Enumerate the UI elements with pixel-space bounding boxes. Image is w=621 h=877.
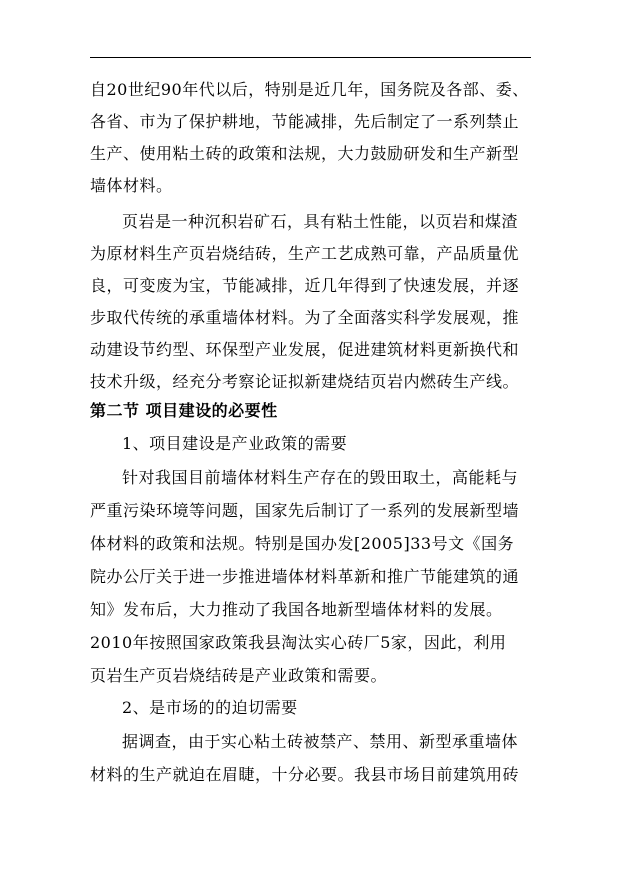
section-heading: 第二节 项目建设的必要性 <box>90 401 278 420</box>
body-line-6: 为原材料生产页岩烧结砖，生产工艺成熟可靠，产品质量优 <box>90 244 520 263</box>
body-line-18: 2010年按照国家政策我县淘汰实心砖厂5家，因此，利用 <box>90 633 507 652</box>
body-line-10: 技术升级，经充分考察论证拟新建烧结页岩内燃砖生产线。 <box>90 372 520 391</box>
body-line-4: 墙体材料。 <box>90 176 173 195</box>
body-line-14: 严重污染环境等问题，国家先后制订了一系列的发展新型墙 <box>90 501 520 520</box>
body-line-19: 页岩生产页岩烧结砖是产业政策和需要。 <box>90 666 388 685</box>
body-line-2: 各省、市为了保护耕地，节能减排，先后制定了一系列禁止 <box>90 112 520 131</box>
body-line-17: 知》发布后，大力推动了我国各地新型墙体材料的发展。 <box>90 600 503 619</box>
subheading-2: 2、是市场的的迫切需要 <box>122 698 298 717</box>
subheading-1: 1、项目建设是产业政策的需要 <box>122 434 348 453</box>
body-line-21: 据调查，由于实心粘土砖被禁产、禁用、新型承重墙体 <box>122 732 519 751</box>
body-line-22: 材料的生产就迫在眉睫，十分必要。我县市场目前建筑用砖 <box>90 765 520 784</box>
header-rule <box>90 57 531 58</box>
body-line-5: 页岩是一种沉积岩矿石，具有粘土性能，以页岩和煤渣 <box>122 212 519 231</box>
body-line-16: 院办公厅关于进一步推进墙体材料革新和推广节能建筑的通 <box>90 567 520 586</box>
body-line-9: 动建设节约型、环保型产业发展，促进建筑材料更新换代和 <box>90 340 520 359</box>
body-line-7: 良，可变废为宝，节能减排，近几年得到了快速发展，并逐 <box>90 276 520 295</box>
body-line-3: 生产、使用粘土砖的政策和法规，大力鼓励研发和生产新型 <box>90 144 520 163</box>
body-line-13: 针对我国目前墙体材料生产存在的毁田取土，高能耗与 <box>122 468 519 487</box>
body-line-15: 体材料的政策和法规。特别是国办发[2005]33号文《国务 <box>90 534 515 553</box>
body-line-1: 自20世纪90年代以后，特别是近几年，国务院及各部、委、 <box>90 80 529 99</box>
body-line-8: 步取代传统的承重墙体材料。为了全面落实科学发展观，推 <box>90 308 520 327</box>
